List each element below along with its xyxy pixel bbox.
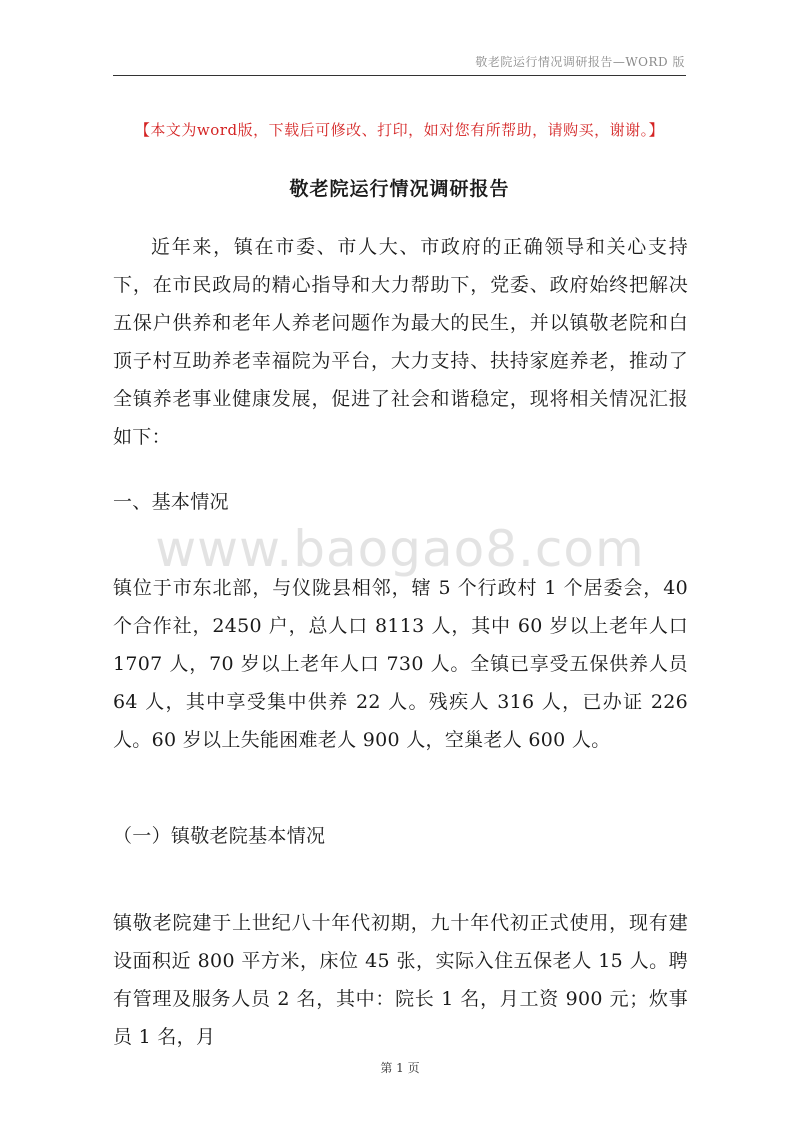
header-divider — [113, 75, 686, 76]
page-number: 第 1 页 — [380, 1061, 420, 1075]
subsection-nursing-home-body: 镇敬老院建于上世纪八十年代初期，九十年代初正式使用，现有建设面积近 800 平方米，床位 45 张，实际入住五保老人 15 人。聘有管理及服务人员 2 名，其中：院长 1 名，月工资 900 元；炊事员 1 名，月 — [113, 912, 688, 1048]
watermark: www.baogao8.com — [155, 520, 645, 578]
running-header: 敬老院运行情况调研报告—WORD 版 — [475, 55, 685, 69]
section-basic-info-body: 镇位于市东北部，与仪陇县相邻，辖 5 个行政村 1 个居委会，40 个合作社，2450 户，总人口 8113 人，其中 60 岁以上老年人口 1707 人，70 岁以上老年人口 730 人。全镇已享受五保供养人员 64 人，其中享受集中供养 22 人。残疾人 316 人，已办证 226 人。60 岁以上失能困难老人 900 人，空巢老人 600 人。 — [113, 577, 688, 751]
subsection-heading-nursing-home: （一）镇敬老院基本情况 — [113, 825, 326, 847]
download-notice: 【本文为word版，下载后可修改、打印，如对您有所帮助，请购买，谢谢。】 — [134, 121, 665, 139]
section-heading-basic-info: 一、基本情况 — [113, 491, 229, 513]
document-title: 敬老院运行情况调研报告 — [289, 178, 510, 200]
intro-paragraph: 近年来，镇在市委、市人大、市政府的正确领导和关心支持下，在市民政局的精心指导和大力帮助下，党委、政府始终把解决五保户供养和老年人养老问题作为最大的民生，并以镇敬老院和白顶子村互助养老幸福院为平台，大力支持、扶持家庭养老，推动了全镇养老事业健康发展，促进了社会和谐稳定，现将相关情况汇报如下： — [113, 236, 688, 448]
